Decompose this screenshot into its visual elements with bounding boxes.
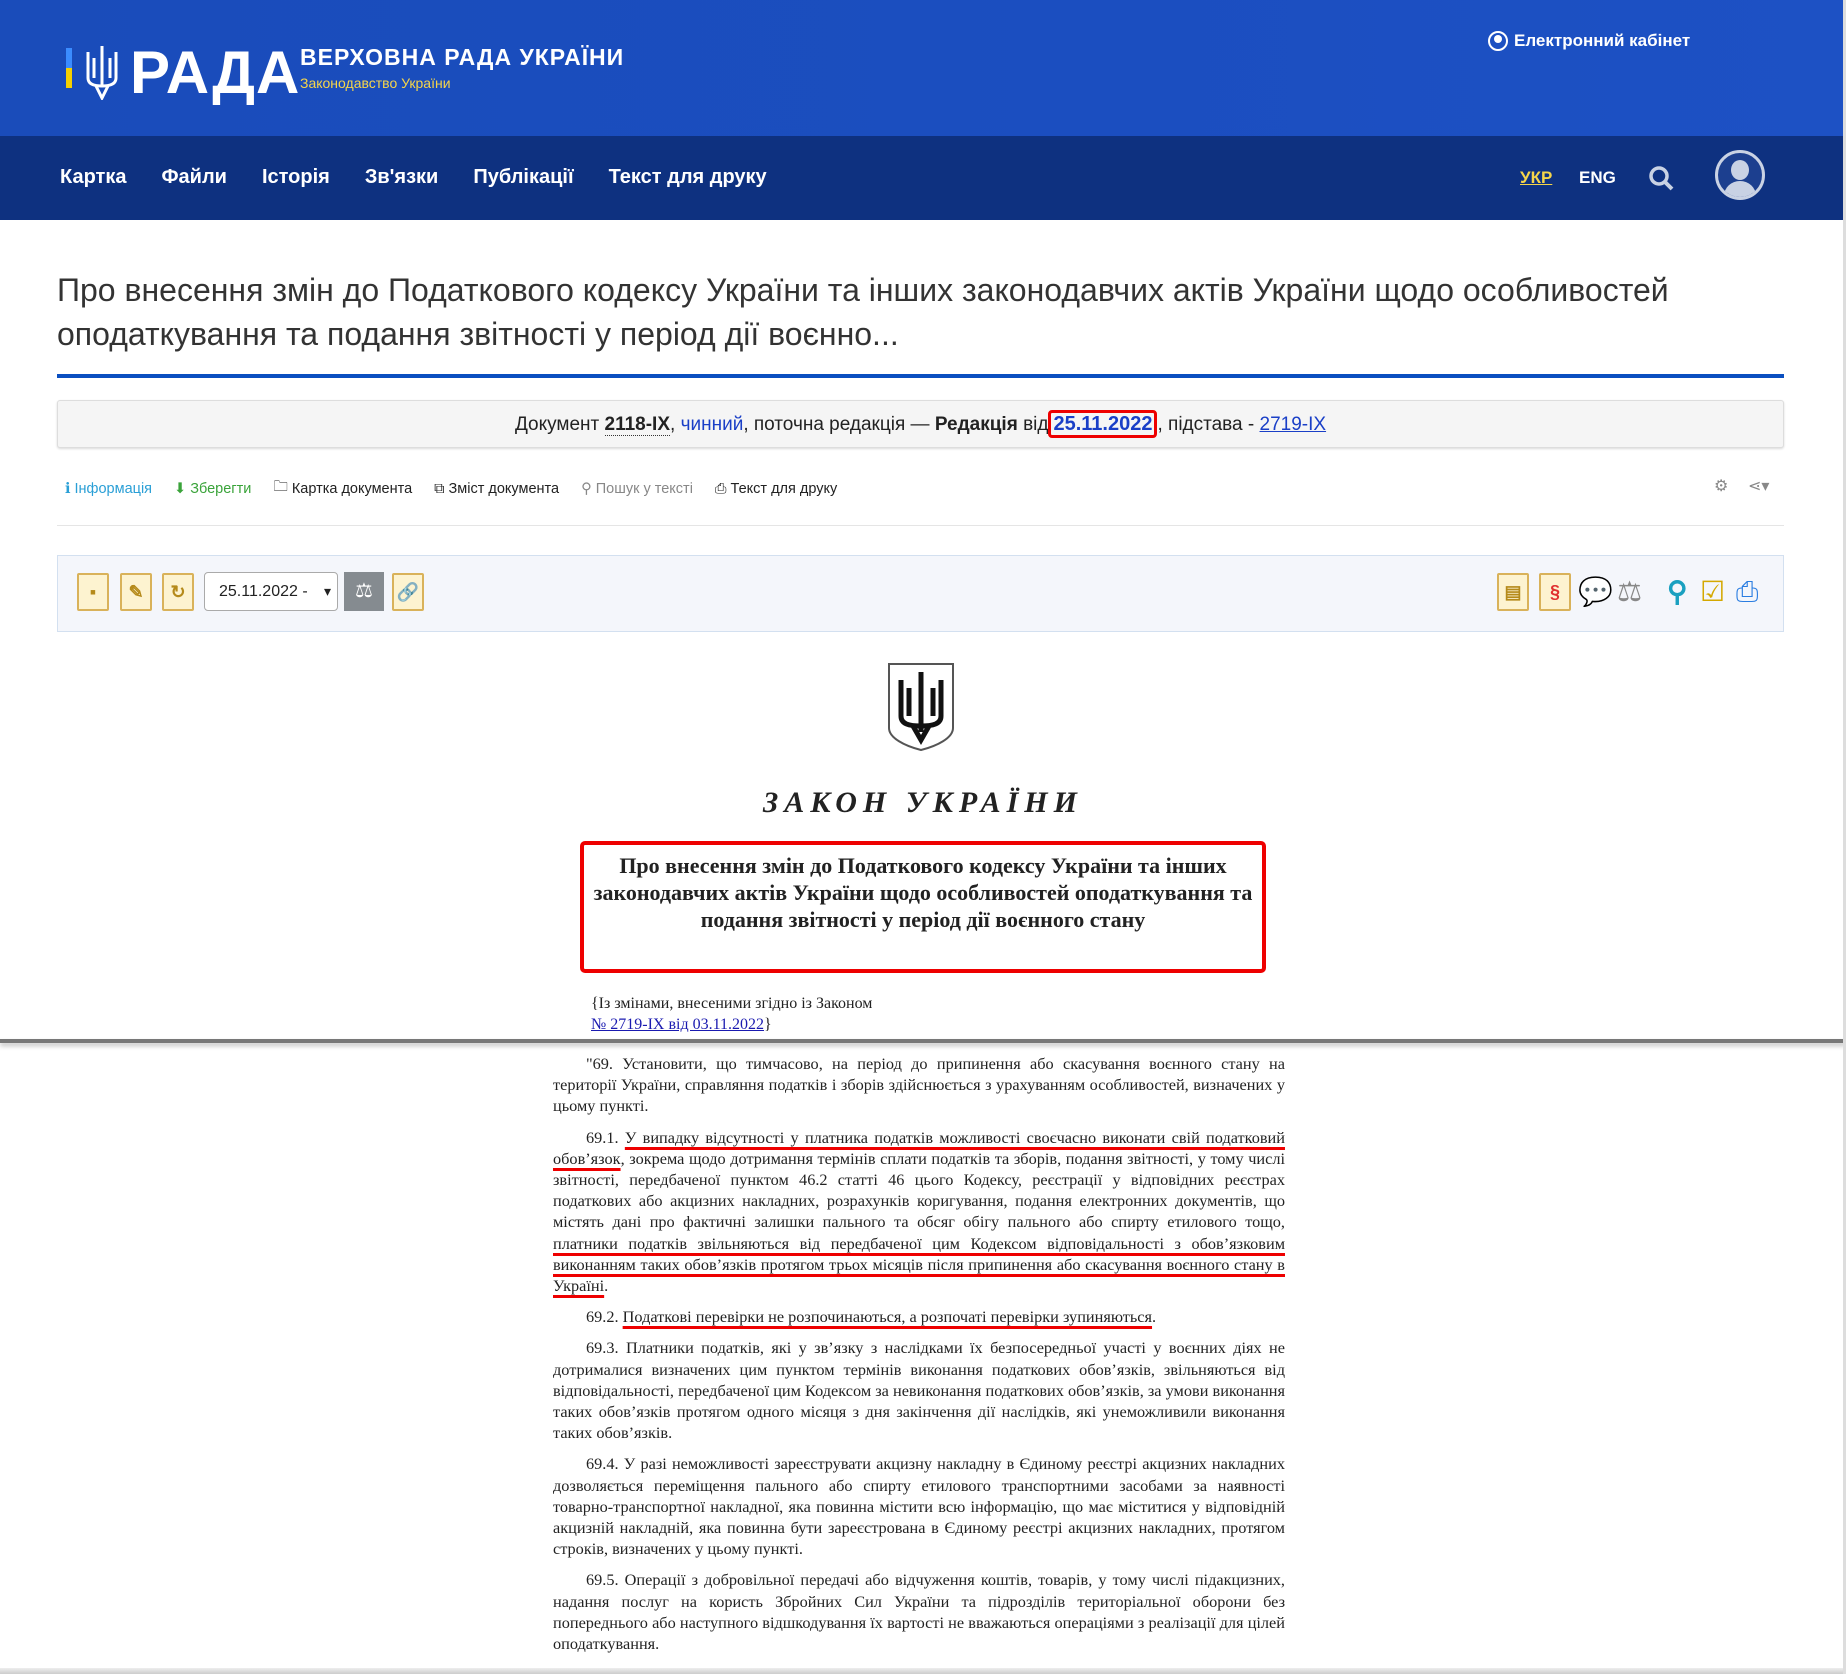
current-edition-text: , поточна редакція — <box>743 414 935 435</box>
structure-document-icon[interactable]: ▤ <box>1497 573 1529 611</box>
coat-of-arms-icon <box>887 662 955 752</box>
print-label: Текст для друку <box>730 480 838 497</box>
bottom-edge <box>0 1668 1846 1674</box>
screenshot-splice-divider <box>0 1039 1846 1043</box>
amendment-note <box>591 993 872 1035</box>
document-archive-icon[interactable]: ▪ <box>77 573 109 611</box>
save-label: Зберегти <box>190 480 252 497</box>
comments-icon[interactable]: 💬 <box>1578 576 1613 607</box>
info-label: Інформація <box>74 480 153 497</box>
sitemap-icon: ⧉ <box>434 480 445 497</box>
law-title: Про внесення змін до Податкового кодексу України та інших законодавчих актів України щодо особливостей оподаткування та подання звітності у період дії воєнного стану <box>580 841 1266 973</box>
paragraph-text: , зокрема щодо дотримання термінів сплати податків та зборів, подання звітності, у тому числі звітності, передбаченої пунктом 46.2 статті 46 цього Кодексу, реєстрації у відповідних реєстрах податкових або акцизних накладних, розрахунків коригування, подання електронних документів, що містять дані про фактичні залишки пального та обсяг обігу пального або спирту етилового тощо, <box>553 1148 1285 1232</box>
checkbox-icon[interactable]: ☑ <box>1700 576 1726 607</box>
print-link[interactable] <box>715 476 837 501</box>
search-icon: ⚲ <box>581 480 592 497</box>
paragraph-end: . <box>604 1276 609 1296</box>
contents-label: Зміст документа <box>448 480 560 497</box>
folder-icon: 🗀 <box>273 479 288 495</box>
law-heading: ЗАКОН УКРАЇНИ <box>763 786 1083 819</box>
document-info-bar: Документ 2118-IX, чинний, поточна редакція — Редакція від 25.11.2022 , підстава - 2719-IX <box>57 400 1784 448</box>
paragraph-69-2 <box>553 1306 1285 1327</box>
cabinet-label: Електронний кабінет <box>1514 31 1691 50</box>
from-label: від <box>1023 414 1049 435</box>
site-subtitle: Законодавство України <box>300 75 451 91</box>
basis-link[interactable]: 2719-IX <box>1259 414 1327 435</box>
nav-history[interactable]: Історія <box>261 166 330 188</box>
divider <box>57 525 1784 526</box>
paragraph-69-3: 69.3. Платники податків, які у зв’язку з наслідками їх безпосередньої участі у воєнних діях не дотрималися визначених цим пунктом термінів виконання податкових обов’язків, звільняються від відповідальності, передбаченої цим Кодексом за невиконання податкових обов’язків, за умови виконання таких обов’язків протягом одного місяця з дня закінчення дії наслідків, які унеможливили виконання таких обов’язків. <box>553 1338 1285 1443</box>
share-icon[interactable]: ⋖▾ <box>1748 478 1770 495</box>
link-document-icon[interactable]: 🔗 <box>392 573 424 611</box>
basis-label: , підстава - <box>1157 414 1260 435</box>
info-icon: ℹ <box>65 480 71 497</box>
note-brace: } <box>764 1016 772 1033</box>
search-icon[interactable] <box>1648 165 1674 191</box>
card-link[interactable] <box>273 476 412 501</box>
paragraph-69: "69. Установити, що тимчасово, на період до припинення або скасування воєнного стану на території України, справляння податків і зборів здійснюється з урахуванням особливостей, визначених у цьому пункті. <box>553 1054 1285 1116</box>
settings-icon[interactable]: ⚙ <box>1714 478 1729 495</box>
document-body <box>553 1053 1285 1664</box>
site-title: ВЕРХОВНА РАДА УКРАЇНИ <box>300 44 625 70</box>
paragraph-number: 69.1. <box>586 1127 625 1147</box>
download-icon: ⬇ <box>174 480 187 497</box>
nav-card[interactable]: Картка <box>60 166 127 188</box>
avatar[interactable] <box>1715 150 1765 200</box>
page-title: Про внесення змін до Податкового кодексу України та інших законодавчих актів України щодо особливостей оподаткування та подання звітності у період дії воєнно... <box>57 272 1669 352</box>
search-label: Пошук у тексті <box>595 480 693 497</box>
search-text-link[interactable] <box>581 476 693 501</box>
flag-stripe <box>66 48 72 88</box>
history-document-icon[interactable]: ↻ <box>162 573 194 611</box>
nav-files[interactable]: Файли <box>161 166 227 188</box>
compare-scales-button[interactable]: ⚖ <box>344 572 384 611</box>
cabinet-link[interactable] <box>1488 31 1690 51</box>
paragraph-69-1 <box>553 1127 1285 1297</box>
amendment-law-link[interactable]: № 2719-IX від 03.11.2022 <box>591 1016 765 1033</box>
edition-date[interactable]: 25.11.2022 <box>1048 410 1157 438</box>
scales-icon[interactable]: ⚖ <box>1617 576 1643 607</box>
highlighted-text: платники податків звільняються від передбаченої цим Кодексом відповідальності з обов’язковим виконанням таких обов’язків протягом трьох місяців після припинення або скасування воєнного стану в Україні <box>553 1233 1285 1296</box>
paragraph-69-5: 69.5. Операції з добровільної передачі або відчуження коштів, товарів, у тому числі підакцизних, надання послуг на користь Збройних Сил України та підрозділів територіальної оборони без попереднього або наступного відшкодування їх вартості не вважаються операціями з реалізації для цілей оподаткування. <box>553 1570 1285 1654</box>
search-doc-icon[interactable]: ⚲ <box>1667 576 1688 607</box>
note-text: {Із змінами, внесеними згідно із Законом <box>591 995 873 1012</box>
edition-label: Редакція <box>934 414 1018 435</box>
paragraph-number: 69.2. <box>586 1307 623 1327</box>
user-icon <box>1488 31 1508 51</box>
print-icon[interactable]: ⎙ <box>1736 576 1759 607</box>
doc-label: Документ <box>514 414 600 435</box>
lang-eng[interactable]: ENG <box>1579 168 1616 187</box>
nav-links[interactable]: Зв'язки <box>364 166 439 188</box>
lang-ukr[interactable]: УКР <box>1520 168 1553 187</box>
doc-status[interactable]: чинний <box>680 414 744 435</box>
logo-text[interactable]: РАДА <box>130 39 301 106</box>
nav-print-text[interactable]: Текст для друку <box>608 166 767 188</box>
paragraph-end: . <box>1152 1307 1157 1327</box>
highlighted-text: Податкові перевірки не розпочинаються, а розпочаті перевірки зупиняються <box>622 1307 1153 1327</box>
doc-number[interactable]: 2118-IX <box>604 414 671 435</box>
paragraph-69-4: 69.4. У разі неможливості зареєструвати акцизну накладну в Єдиному реєстрі акцизних накладних дозволяється переміщення пального або спирту етилового транспортними засобами за наявності товарно-транспортної накладної, яка повинна містити всю інформацію, що має міститися у відповідній акцизній накладній, яка повинна бути зареєстрована в Єдиному реєстрі акцизних накладних, протягом строків, визначених у цьому пункті. <box>553 1454 1285 1559</box>
card-label: Картка документа <box>291 480 413 497</box>
edition-date-select[interactable]: 25.11.2022 - ▾ <box>204 572 338 611</box>
paragraph-document-icon[interactable]: § <box>1539 573 1571 611</box>
nav-publications[interactable]: Публікації <box>473 166 574 188</box>
trident-logo-icon[interactable] <box>82 44 122 100</box>
contents-link[interactable] <box>434 476 559 501</box>
highlighted-text: У випадку відсутності у платника податків можливості своєчасно виконати свій податковий обов’язок <box>553 1127 1285 1168</box>
save-link[interactable] <box>174 476 251 501</box>
edit-document-icon[interactable]: ✎ <box>120 573 152 611</box>
print-icon: ⎙ <box>714 480 727 497</box>
title-divider <box>57 374 1784 378</box>
info-link[interactable] <box>65 476 152 501</box>
